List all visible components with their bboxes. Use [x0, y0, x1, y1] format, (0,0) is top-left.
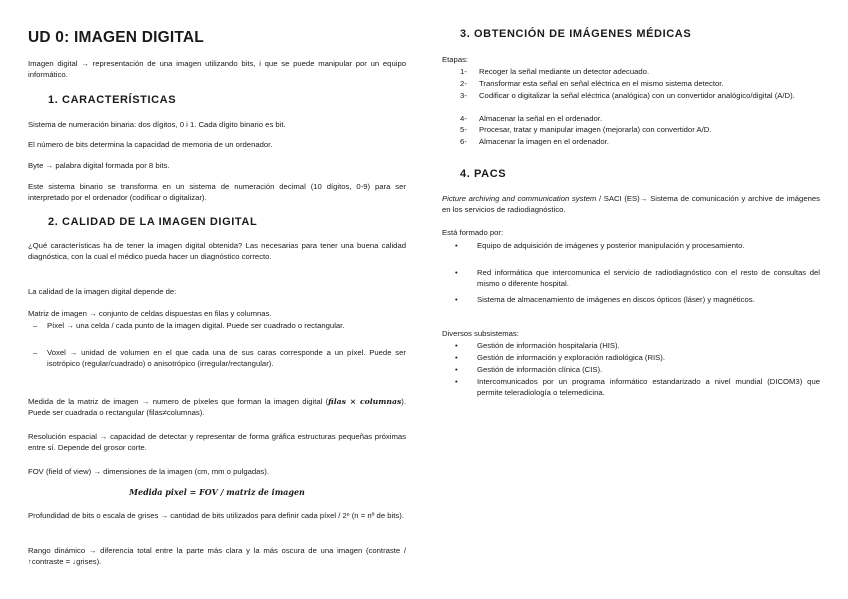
bullet-marker: • — [455, 341, 458, 350]
list-item-text: Codificar o digitalizar la señal eléctrica (analógica) con un convertidor analógico/digital (A/D). — [479, 91, 795, 100]
number-marker: 6- — [460, 137, 467, 146]
list-item-text: Gestión de información clínica (CIS). — [477, 365, 603, 374]
s2-paragraph-4 — [28, 396, 406, 418]
bullet-marker: • — [455, 241, 458, 250]
s1-paragraph-4: Este sistema binario se transforma en un sistema de numeración decimal (10 dígitos, 0-9) para ser interpretado por el ordenador (codificar o digitalizar). — [28, 182, 406, 202]
s2-paragraph-6: FOV (field of view) → dimensiones de la imagen (cm, mm o pulgadas). — [28, 467, 269, 476]
list-item-text: Gestión de información hospitalaria (HIS). — [477, 341, 620, 350]
number-marker: 2- — [460, 79, 467, 88]
s3-label: Etapas: — [442, 55, 469, 64]
list-item — [455, 267, 820, 289]
number-marker: 5- — [460, 125, 467, 134]
list-item-text: Transformar esta señal en señal eléctrica en el mismo sistema detector. — [479, 79, 724, 88]
list-item — [460, 66, 820, 77]
dash-marker: – — [33, 348, 38, 357]
s2-paragraph-2: La calidad de la imagen digital depende de: — [28, 287, 177, 296]
s2-paragraph-3: Matriz de imagen → conjunto de celdas dispuestas en filas y columnas. — [28, 309, 272, 318]
list-item — [455, 364, 820, 375]
bullet-marker: • — [455, 295, 458, 304]
section-2-heading: 2. CALIDAD DE LA IMAGEN DIGITAL — [48, 216, 258, 228]
list-item — [460, 124, 820, 135]
s1-paragraph-1: Sistema de numeración binaria: dos dígitos, 0 i 1. Cada dígito binario es bit. — [28, 120, 286, 129]
list-item — [455, 340, 820, 351]
bullet-marker: • — [455, 268, 458, 277]
page-title: UD 0: IMAGEN DIGITAL — [28, 29, 204, 46]
s4-label-2: Diversos subsistemas: — [442, 329, 519, 338]
s2-paragraph-7: Profundidad de bits o escala de grises → cantidad de bits utilizados para definir cada píxel / 2ⁿ (n = nº de bits). — [28, 511, 404, 520]
number-marker: 3- — [460, 91, 467, 100]
s2-paragraph-5: Resolución espacial → capacidad de detectar y representar de forma gráfica estructuras pequeñas próximas entre sí. Depende del grosor corte. — [28, 432, 406, 452]
dash-marker: – — [33, 321, 38, 330]
italic-term: Picture archiving and communication system — [442, 194, 597, 203]
s4-label-1: Está formado por: — [442, 228, 504, 237]
s2-paragraph-8: Rango dinámico → diferencia total entre la parte más clara y la más oscura de una imagen (contraste / ↑contraste = ↓grises). — [28, 546, 406, 566]
section-4-heading: 4. PACS — [460, 168, 507, 180]
list-item — [33, 320, 406, 342]
text-part: Medida de la matriz de imagen → numero de píxeles que forman la imagen digital ( — [28, 397, 329, 406]
s4-paragraph-1 — [442, 193, 820, 215]
list-item-text: Voxel → unidad de volumen en el que cada una de sus caras corresponde a un píxel. Puede ser isotrópico (regular/cuadrado) o anisotrópico (irregular/rectangular). — [47, 348, 406, 368]
list-item-text: Sistema de almacenamiento de imágenes en discos ópticos (láser) y magnéticos. — [477, 295, 755, 304]
list-item-text: Red informática que intercomunica el servicio de radiodiagnóstico con el resto de consultas del mismo o diferente hospital. — [477, 268, 820, 288]
list-item-text: Equipo de adquisición de imágenes y posterior manipulación y procesamiento. — [477, 241, 745, 250]
list-item — [460, 113, 820, 124]
intro-paragraph: Imagen digital → representación de una imagen utilizando bits, i que se puede manipular por un equipo informático. — [28, 59, 406, 79]
list-item — [455, 352, 820, 363]
list-item-text: Recoger la señal mediante un detector adecuado. — [479, 67, 650, 76]
list-item-text: Almacenar la señal en el ordenador. — [479, 114, 603, 123]
list-item — [33, 347, 406, 380]
s1-paragraph-3: Byte → palabra digital formada por 8 bits. — [28, 161, 170, 170]
pixel-size-formula: Medida pixel = FOV / matriz de imagen — [129, 487, 305, 497]
list-item — [460, 136, 820, 147]
section-1-heading: 1. CARACTERÍSTICAS — [48, 94, 177, 106]
list-item — [455, 240, 820, 262]
text-part: / SACI (ES)→ Sistema de comunicación y archive de imágenes en los servicios de radiodiagnóstico. — [442, 194, 820, 214]
bullet-marker: • — [455, 353, 458, 362]
math-expression: filas × columnas — [328, 397, 402, 406]
number-marker: 1- — [460, 67, 467, 76]
number-marker: 4- — [460, 114, 467, 123]
bullet-marker: • — [455, 377, 458, 386]
list-item-text: Intercomunicados por un programa informático estandarizado a nivel mundial (DICOM3) que permite teleradiología o telemedicina. — [477, 377, 820, 397]
list-item-text: Gestión de información y exploración radiológica (RIS). — [477, 353, 666, 362]
bullet-marker: • — [455, 365, 458, 374]
list-item-text: Almacenar la imagen en el ordenador. — [479, 137, 609, 146]
list-item — [460, 90, 820, 112]
s2-paragraph-1: ¿Qué características ha de tener la imagen digital obtenida? Las necesarias para tener una buena calidad diagnóstica, con la cual el médico pueda hacer un diagnóstico correcto. — [28, 241, 406, 261]
list-item — [460, 78, 820, 89]
list-item — [455, 294, 820, 316]
list-item-text: Procesar, tratar y manipular imagen (mejorarla) con convertidor A/D. — [479, 125, 712, 134]
section-3-heading: 3. OBTENCIÓN DE IMÁGENES MÉDICAS — [460, 28, 692, 40]
s1-paragraph-2: El número de bits determina la capacidad de memoria de un ordenador. — [28, 140, 273, 149]
list-item-text: Píxel → una celda / cada punto de la imagen digital. Puede ser cuadrado o rectangular. — [47, 321, 345, 330]
list-item — [455, 376, 820, 398]
text-part: ). Puede ser cuadrada o rectangular (filas≠columnas). — [28, 397, 406, 417]
